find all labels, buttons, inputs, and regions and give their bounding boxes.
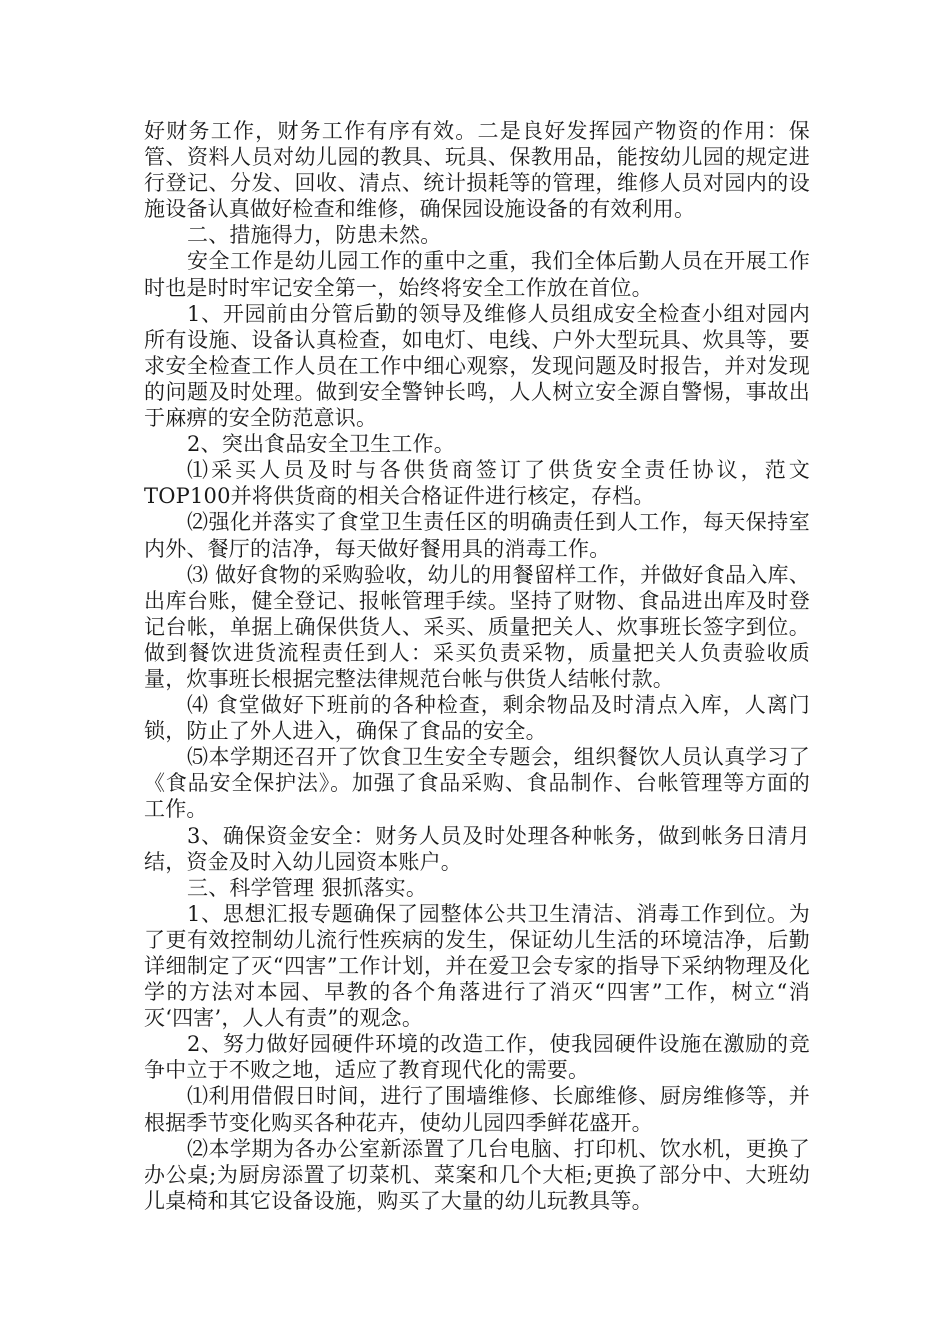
section-heading: 二、措施得力，防患未然。 — [187, 223, 442, 248]
paragraph: ⑵强化并落实了食堂卫生责任区的明确责任到人工作，每天保持室内外、餐厅的洁净，每天做好餐用具的消毒工作。 — [144, 510, 810, 561]
section-heading: 三、科学管理 狠抓落实。 — [187, 875, 428, 900]
paragraph: 2、努力做好园硬件环境的改造工作，使我园硬件设施在激励的竞争中立于不败之地，适应了教育现代化的需要。 — [144, 1032, 810, 1083]
paragraph: 3、确保资金安全：财务人员及时处理各种帐务，做到帐务日清月结，资金及时入幼儿园资本账户。 — [144, 823, 810, 874]
subsection-heading: 2、突出食品安全卫生工作。 — [187, 432, 455, 457]
paragraph: 1、开园前由分管后勤的领导及维修人员组成安全检查小组对园内所有设施、设备认真检查，如电灯、电线、户外大型玩具、炊具等，要求安全检查工作人员在工作中细心观察，发现问题及时报告，并对发现的问题及时处理。做到安全警钟长鸣，人人树立安全源自警惕，事故出于麻痹的安全防范意识。 — [144, 301, 810, 431]
paragraph: 1、思想汇报专题确保了园整体公共卫生清洁、消毒工作到位。为了更有效控制幼儿流行性疾病的发生，保证幼儿生活的环境洁净，后勤详细制定了灭“四害”工作计划，并在爱卫会专家的指导下采纳物理及化学的方法对本园、早教的各个角落进行了消灭“四害”工作，树立“消灭‘四害’，人人有责”的观念。 — [144, 901, 810, 1031]
paragraph: ⑸本学期还召开了饮食卫生安全专题会，组织餐饮人员认真学习了《食品安全保护法》。加强了食品采购、食品制作、台帐管理等方面的工作。 — [144, 745, 810, 822]
paragraph: 好财务工作，财务工作有序有效。二是良好发挥园产物资的作用：保管、资料人员对幼儿园的教具、玩具、保教用品，能按幼儿园的规定进行登记、分发、回收、清点、统计损耗等的管理，维修人员对园内的设施设备认真做好检查和维修，确保园设施设备的有效利用。 — [144, 119, 810, 222]
document-body — [144, 118, 810, 1214]
paragraph: ⑶ 做好食物的采购验收，幼儿的用餐留样工作，并做好食品入库、出库台账，健全登记、报帐管理手续。坚持了财物、食品进出库及时登记台帐，单据上确保供货人、采买、质量把关人、炊事班长签字到位。做到餐饮进货流程责任到人：采买负责采物，质量把关人负责验收质量，炊事班长根据完整法律规范台帐与供货人结帐付款。 — [144, 562, 810, 691]
paragraph: 安全工作是幼儿园工作的重中之重，我们全体后勤人员在开展工作时也是时时牢记安全第一，始终将安全工作放在首位。 — [144, 249, 810, 300]
paragraph: ⑵本学期为各办公室新添置了几台电脑、打印机、饮水机，更换了办公桌;为厨房添置了切菜机、菜案和几个大柜;更换了部分中、大班幼儿桌椅和其它设备设施，购买了大量的幼儿玩教具等。 — [144, 1136, 810, 1213]
paragraph: ⑴利用借假日时间，进行了围墙维修、长廊维修、厨房维修等，并根据季节变化购买各种花卉，使幼儿园四季鲜花盛开。 — [144, 1084, 810, 1135]
paragraph: ⑴采买人员及时与各供货商签订了供货安全责任协议，范文TOP100并将供货商的相关合格证件进行核定，存档。 — [144, 458, 810, 509]
paragraph: ⑷ 食堂做好下班前的各种检查，剩余物品及时清点入库，人离门锁，防止了外人进入，确保了食品的安全。 — [144, 693, 810, 744]
